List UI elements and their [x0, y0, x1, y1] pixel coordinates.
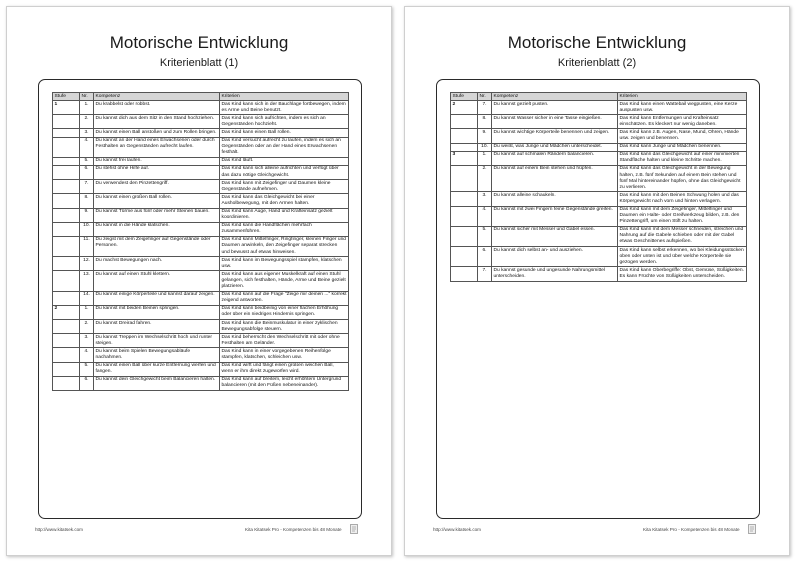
cell-kriterien: Das Kind läuft.: [220, 157, 349, 165]
cell-kompetenz: Du kannst auf schmalen Rändern balancieren.: [492, 151, 618, 165]
cell-kompetenz: Du kannst einen Ball über kurze Entfernung werfen und fangen.: [94, 362, 220, 376]
cell-nr: 7.: [80, 180, 94, 194]
cell-kompetenz: Du kannst gezielt pusten.: [492, 101, 618, 115]
cell-kriterien: Das Kind kann das Gleichgewicht bei einer Ausholbewegung, mit den Armen halten.: [220, 194, 349, 208]
table-row: [451, 115, 747, 129]
cell-stufe: [451, 165, 478, 191]
table-row: [451, 165, 747, 191]
cell-stufe: [53, 222, 80, 236]
cell-stufe: [53, 271, 80, 291]
criteria-table: [450, 92, 747, 282]
cell-kompetenz: Du kannst an der Hand eines Erwachsenen oder durch Festhalten an Gegenständen aufrecht laufen.: [94, 137, 220, 157]
cell-nr: 8.: [80, 194, 94, 208]
cell-kompetenz: Du kannst beim Spielen Bewegungsabläufe nachahmen.: [94, 348, 220, 362]
cell-nr: 12.: [80, 257, 94, 271]
cell-kompetenz: Du kannst einen großen Ball rollen.: [94, 194, 220, 208]
page-2: [404, 6, 790, 556]
table-row: [53, 236, 349, 256]
cell-kompetenz: Du kannst auf einen Stuhl klettern.: [94, 271, 220, 291]
cell-kriterien: Das Kind kann einen Wattebail wegpusten, eine Kerze auspusten usw.: [618, 101, 747, 115]
document-icon: [350, 524, 359, 534]
cell-nr: 7.: [478, 267, 492, 281]
header-kompetenz: Kompetenz: [492, 93, 618, 101]
table-row: [53, 362, 349, 376]
cell-kriterien: Das Kind kann das Gleichgewicht in der Bewegung halten, z.B. fünf Sekunden auf einem Bein stehen und fünf Mal hintereinander hüpfen, ohne das Gleichgewicht zu verlieren.: [618, 165, 747, 191]
table-row: [53, 180, 349, 194]
cell-nr: 2.: [80, 115, 94, 129]
table-row: [451, 206, 747, 226]
cell-kompetenz: Du stehst ohne Hilfe auf.: [94, 165, 220, 179]
cell-stufe: [53, 115, 80, 129]
table-row: [53, 222, 349, 236]
criteria-frame: [436, 79, 760, 519]
document-icon: [748, 524, 757, 534]
cell-kriterien: Das Kind kann auf die Frage "Zeige mir deinen ..." korrekt zeigend antworten.: [220, 291, 349, 305]
cell-stufe: [53, 165, 80, 179]
cell-kriterien: Das Kind kann mit den Beinen Schwung holen und das Körpergewicht nach vorn und hinten verlagern.: [618, 192, 747, 206]
page-subtitle: Kriterienblatt (2): [557, 57, 637, 69]
cell-kriterien: Das Kind kann Oberbegriffe: Obst, Gemüse, Süßigkeiten. Es kann Früchte von Süßigkeiten unterscheiden.: [618, 267, 747, 281]
cell-kriterien: Das Kind kann selbst erkennen, wo bei Kleidungsstücken oben oder unten ist und über welche Körperteile sie gezogen werden.: [618, 247, 747, 267]
table-row: [451, 101, 747, 115]
cell-stufe: [53, 157, 80, 165]
table-row: [53, 320, 349, 334]
cell-kriterien: Das Kind kann im Bewegungsspiel stampfen, klatschen usw.: [220, 257, 349, 271]
table-row: [451, 151, 747, 165]
cell-nr: 4.: [478, 206, 492, 226]
cell-stufe: [451, 192, 478, 206]
cell-nr: 10.: [80, 222, 94, 236]
cell-stufe: [451, 247, 478, 267]
cell-kompetenz: Du kannst Türme aus fünf oder mehr Steinen bauen.: [94, 208, 220, 222]
header-kriterien: Kriterien: [220, 93, 349, 101]
cell-nr: 5.: [478, 226, 492, 246]
cell-nr: 14.: [80, 291, 94, 305]
cell-nr: 4.: [80, 348, 94, 362]
cell-kriterien: Das Kind kann sich aufrichten, indem es sich an Gegenständen hochzieht.: [220, 115, 349, 129]
cell-stufe: [451, 206, 478, 226]
table-header-row: [451, 93, 747, 101]
cell-kompetenz: Du kannst einige Körperteile und kannst darauf zeigen.: [94, 291, 220, 305]
cell-nr: 1.: [80, 101, 94, 115]
cell-kompetenz: Du kannst in die Hände klatschen.: [94, 222, 220, 236]
footer-text: Kita Kitatsek Pro - Kompetenzen bis 48 Monate: [245, 527, 342, 532]
cell-nr: 5.: [80, 157, 94, 165]
cell-stufe: [53, 194, 80, 208]
table-row: [451, 192, 747, 206]
table-header-row: [53, 93, 349, 101]
cell-nr: 1.: [80, 305, 94, 319]
cell-stufe: 2: [53, 305, 80, 319]
cell-nr: 3.: [80, 129, 94, 137]
cell-nr: 3.: [80, 334, 94, 348]
table-row: [53, 194, 349, 208]
cell-nr: 6.: [80, 376, 94, 390]
cell-kompetenz: Du kannst Wasser sicher in eine Tasse eingießen.: [492, 115, 618, 129]
cell-kriterien: Das Kind kann beidbeinig von einer flachen Erhöhung oder über ein niedriges Hindernis springen.: [220, 305, 349, 319]
cell-kriterien: Das Kind kann das Gleichgewicht auf einer minimierten Standfläche halten und kleine Schritte machen.: [618, 151, 747, 165]
cell-kompetenz: Du kannst einen Ball anstoßen und zum Rollen bringen.: [94, 129, 220, 137]
cell-kompetenz: Du kannst dich selbst an- und ausziehen.: [492, 247, 618, 267]
cell-kriterien: Das Kind kann mit dem Zeigefinger, Mittelfinger und Daumen ein Halte- oder Greifwerkzeug bilden, z.B. den Pinzettengriff, um einen Stift zu halten.: [618, 206, 747, 226]
cell-stufe: [451, 226, 478, 246]
cell-kompetenz: Du kannst gesunde und ungesunde Nahrungsmittel unterscheiden.: [492, 267, 618, 281]
cell-kompetenz: Du kannst dein Gleichgewicht beim Balancieren halten.: [94, 376, 220, 390]
table-row: [451, 226, 747, 246]
cell-kompetenz: Du kannst Dreirad fahren.: [94, 320, 220, 334]
cell-kriterien: Das Kind kann mit dem Messer schneiden, streichen und Nahrung auf die Gabele schieben oder mit der Gabel etwas Geschnittenes aufspießen.: [618, 226, 747, 246]
table-row: [451, 267, 747, 281]
cell-kriterien: Das Kind kann sich alleine aufrichten und verfügt über das dazu nötige Gleichgewicht.: [220, 165, 349, 179]
cell-nr: 4.: [80, 137, 94, 157]
table-row: [451, 129, 747, 143]
cell-stufe: [53, 236, 80, 256]
table-row: [451, 247, 747, 267]
cell-kriterien: Das Kind kann Auge, Hand und Krafteinsatz gezielt koordinieren.: [220, 208, 349, 222]
cell-stufe: [53, 208, 80, 222]
page-title: Motorische Entwicklung: [109, 33, 289, 52]
cell-stufe: [451, 115, 478, 129]
cell-nr: 10.: [478, 143, 492, 151]
cell-kriterien: Das Kind kann in einer vorgegebenen Reihenfolge stampfen, klatschen, schleichen usw.: [220, 348, 349, 362]
table-row: [53, 129, 349, 137]
cell-kompetenz: Du verwendest den Pinzettengriff.: [94, 180, 220, 194]
cell-stufe: [53, 291, 80, 305]
cell-kompetenz: Du kannst dich aus dem Sitz in den Stand hochziehen.: [94, 115, 220, 129]
cell-stufe: 2: [451, 101, 478, 115]
cell-stufe: [53, 180, 80, 194]
cell-nr: 2.: [478, 165, 492, 191]
cell-kompetenz: Du kannst alleine schaukeln.: [492, 192, 618, 206]
cell-kriterien: Das Kind versucht aufrecht zu laufen, indem es sich an Gegenständen oder an der Hand eines Erwachsenen festhält.: [220, 137, 349, 157]
cell-kompetenz: Du zeigst mit dem Zeigefinger auf Gegenstände oder Personen.: [94, 236, 220, 256]
table-row: [53, 165, 349, 179]
cell-kompetenz: Du machst Bewegungen nach.: [94, 257, 220, 271]
cell-stufe: [451, 143, 478, 151]
page-subtitle: Kriterienblatt (1): [159, 57, 239, 69]
page-1: [6, 6, 392, 556]
page-title: Motorische Entwicklung: [507, 33, 687, 52]
header-stufe: Stufe: [451, 93, 478, 101]
cell-stufe: [53, 362, 80, 376]
cell-nr: 8.: [478, 115, 492, 129]
cell-nr: 11.: [80, 236, 94, 256]
footer-url[interactable]: http://www.kitatsek.com: [35, 527, 83, 532]
cell-kriterien: Das Kind kann Junge und Mädchen benennen.: [618, 143, 747, 151]
table-row: [53, 257, 349, 271]
criteria-table: [52, 92, 349, 391]
cell-kompetenz: Du kannst sicher mit Messer und Gabel essen.: [492, 226, 618, 246]
cell-kriterien: Das Kind beherrscht den Wechselschritt mit oder ohne Festhalten am Geländer.: [220, 334, 349, 348]
cell-kriterien: Das Kind kann mit Zeigefinger und Daumen kleine Gegenstände aufnehmen.: [220, 180, 349, 194]
table-row: [53, 334, 349, 348]
cell-kompetenz: Du kannst frei laufen.: [94, 157, 220, 165]
table-row: [53, 376, 349, 390]
table-row: [53, 208, 349, 222]
table-row: [53, 101, 349, 115]
table-row: [451, 143, 747, 151]
cell-nr: 9.: [80, 208, 94, 222]
footer-text: Kita Kitatsek Pro - Kompetenzen bis 48 Monate: [643, 527, 740, 532]
cell-stufe: [53, 257, 80, 271]
cell-kompetenz: Du kannst Treppen im Wechselschritt hoch und runter steigen.: [94, 334, 220, 348]
cell-stufe: [53, 137, 80, 157]
cell-nr: 9.: [478, 129, 492, 143]
footer-url[interactable]: http://www.kitatsek.com: [433, 527, 481, 532]
cell-kriterien: Das Kind wirft und fängt einen großen weichen Ball, wenn er ihm direkt zugeworfen wird.: [220, 362, 349, 376]
cell-stufe: [451, 129, 478, 143]
cell-kompetenz: Du krabbelst oder robbst.: [94, 101, 220, 115]
cell-stufe: [53, 334, 80, 348]
cell-stufe: 1: [53, 101, 80, 115]
cell-stufe: 3: [451, 151, 478, 165]
cell-stufe: [53, 348, 80, 362]
cell-nr: 2.: [80, 320, 94, 334]
cell-nr: 5.: [80, 362, 94, 376]
cell-stufe: [53, 376, 80, 390]
cell-kompetenz: Du kannst wichtige Körperteile benennen und zeigen.: [492, 129, 618, 143]
table-row: [53, 305, 349, 319]
cell-kriterien: Das Kind kann auf breitem, leicht erhöhtem Untergrund balancieren (mit den Füßen nebeneinander).: [220, 376, 349, 390]
header-stufe: Stufe: [53, 93, 80, 101]
table-row: [53, 137, 349, 157]
table-row: [53, 348, 349, 362]
cell-kompetenz: Du kannst mit zwei Fingern feine Gegenstände greifen.: [492, 206, 618, 226]
cell-kriterien: Das Kind kann einen Ball rollen.: [220, 129, 349, 137]
cell-nr: 1.: [478, 151, 492, 165]
cell-nr: 7.: [478, 101, 492, 115]
cell-kriterien: Das Kind kann die Beinmuskulatur in einer zyklischen Bewegungsabfolge steuern.: [220, 320, 349, 334]
table-row: [53, 157, 349, 165]
header-kompetenz: Kompetenz: [94, 93, 220, 101]
cell-nr: 6.: [80, 165, 94, 179]
cell-stufe: [53, 129, 80, 137]
cell-stufe: [53, 320, 80, 334]
cell-kriterien: Das Kind kann die Handflächen mehrfach zusammenführen.: [220, 222, 349, 236]
cell-nr: 6.: [478, 247, 492, 267]
cell-kriterien: Das Kind kann z.B. Augen, Nase, Mund, Ohren, Hände usw. zeigen und benennen.: [618, 129, 747, 143]
cell-kompetenz: Du weißt, was Junge und Mädchen unterscheidet.: [492, 143, 618, 151]
header-nr: Nr.: [478, 93, 492, 101]
cell-kriterien: Das Kind kann aus eigener Muskelkraft auf einen Stuhl gelangen, sich festhalten, Hände, Arme und Beine gezielt platzieren.: [220, 271, 349, 291]
cell-kriterien: Das Kind kann sich in der Bauchlage fortbewegen, indem es Arme und Beine benutzt.: [220, 101, 349, 115]
cell-nr: 3.: [478, 192, 492, 206]
criteria-frame: [38, 79, 362, 519]
cell-kriterien: Das Kind kann Mittelfinger, Ringfinger, kleinen Finger und Daumen anwinkeln, den Zeigefinger separat strecken und bewusst auf etwas hinweisen.: [220, 236, 349, 256]
header-nr: Nr.: [80, 93, 94, 101]
header-kriterien: Kriterien: [618, 93, 747, 101]
table-row: [53, 271, 349, 291]
cell-kompetenz: Du kannst mit beiden Beinen springen.: [94, 305, 220, 319]
table-row: [53, 115, 349, 129]
cell-kriterien: Das Kind kann Entfernungen und Krafteinsatz einschätzen. Es kleckert nur wenig daneben.: [618, 115, 747, 129]
cell-nr: 13.: [80, 271, 94, 291]
table-row: [53, 291, 349, 305]
cell-kompetenz: Du kannst auf einem Bein stehen und hüpfen.: [492, 165, 618, 191]
cell-stufe: [451, 267, 478, 281]
